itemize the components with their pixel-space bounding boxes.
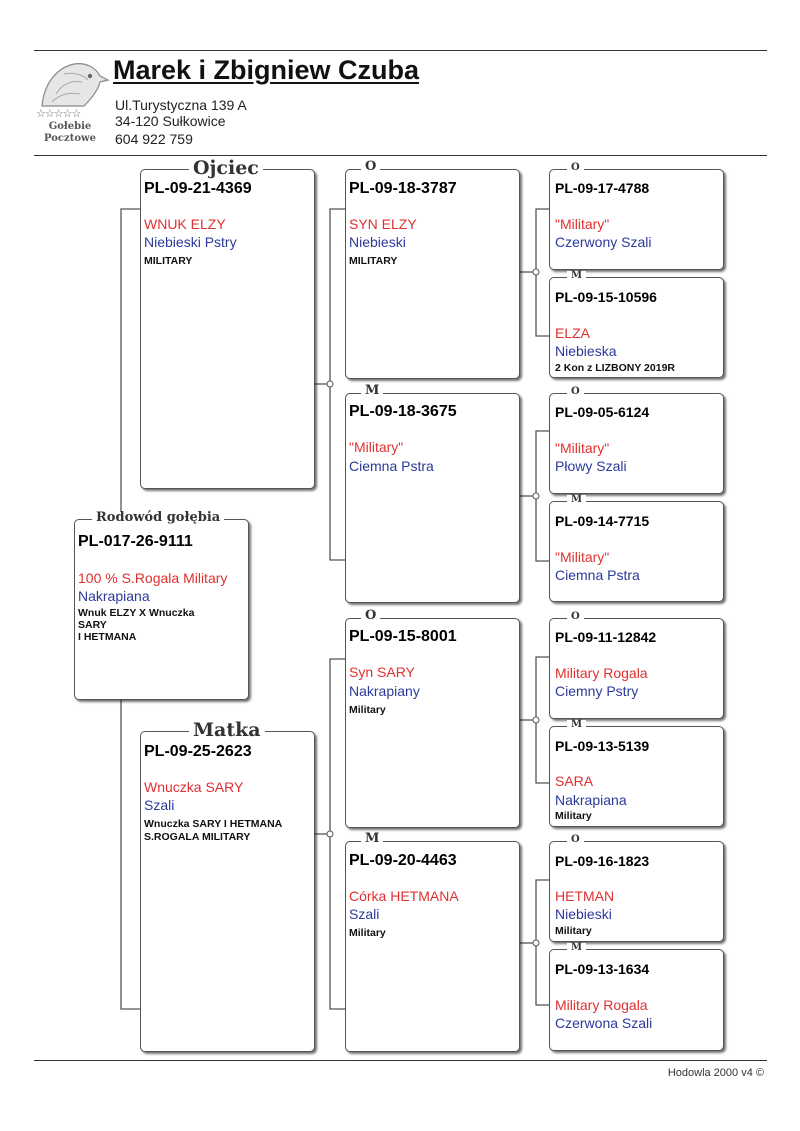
mm-name: Córka HETMANA xyxy=(349,888,459,904)
logo-stars: ☆☆☆☆☆ xyxy=(36,108,81,120)
mmm-label: M xyxy=(567,943,586,953)
owner-name: Marek i Zbigniew Czuba xyxy=(113,55,420,85)
mf-name: Syn SARY xyxy=(349,664,415,680)
mother-label: Matka xyxy=(189,721,265,740)
mmf-label: O xyxy=(567,835,584,845)
fm-label: M xyxy=(361,384,383,397)
mmf-note: Military xyxy=(555,925,592,937)
father-note: MILITARY xyxy=(144,255,193,267)
ff-color: Niebieski xyxy=(349,234,406,250)
fmm-color: Ciemna Pstra xyxy=(555,567,640,583)
father-color: Niebieski Pstry xyxy=(144,234,237,250)
mff-label: O xyxy=(567,612,584,622)
mf-card xyxy=(345,618,520,828)
pigeon-ring: PL-017-26-9111 xyxy=(78,533,193,550)
mff-color: Ciemny Pstry xyxy=(555,683,639,699)
mf-label: O xyxy=(361,609,380,622)
top-rule xyxy=(34,50,767,51)
ffm-label: M xyxy=(567,271,586,281)
ffm-note: 2 Kon z LIZBONY 2019R xyxy=(555,362,676,374)
ffm-ring: PL-09-15-10596 xyxy=(555,289,657,305)
fmf-name: "Military" xyxy=(555,440,610,456)
mm-ring: PL-09-20-4463 xyxy=(349,852,457,869)
mfm-label: M xyxy=(567,720,586,730)
mf-color: Nakrapiany xyxy=(349,683,420,699)
mmm-name: Military Rogala xyxy=(555,997,648,1013)
mother-name: Wnuczka SARY xyxy=(144,779,244,795)
father-label: Ojciec xyxy=(189,159,263,178)
pigeon-name: 100 % S.Rogala Military xyxy=(78,570,228,586)
pigeon-note-2: SARY xyxy=(78,619,107,631)
ff-ring: PL-09-18-3787 xyxy=(349,180,457,197)
fmf-color: Płowy Szali xyxy=(555,458,627,474)
ffm-color: Niebieska xyxy=(555,343,617,359)
mmf-name: HETMAN xyxy=(555,888,615,904)
fff-color: Czerwony Szali xyxy=(555,234,652,250)
header-rule xyxy=(34,155,767,156)
fff-name: "Military" xyxy=(555,216,610,232)
ff-card xyxy=(345,169,520,379)
fm-card xyxy=(345,393,520,603)
mfm-color: Nakrapiana xyxy=(555,792,627,808)
fmf-label: O xyxy=(567,387,584,397)
mm-note: Military xyxy=(349,927,386,939)
mfm-name: SARA xyxy=(555,773,594,789)
mother-ring: PL-09-25-2623 xyxy=(144,743,252,760)
phone-number: 604 922 759 xyxy=(115,131,193,147)
mm-color: Szali xyxy=(349,906,380,922)
mfm-ring: PL-09-13-5139 xyxy=(555,738,650,754)
pigeon-label: Rodowód gołębia xyxy=(92,511,224,524)
footer-rule xyxy=(34,1060,767,1061)
pigeon-head-icon xyxy=(34,54,114,114)
mother-color: Szali xyxy=(144,797,175,813)
mother-note-2: S.ROGALA MILITARY xyxy=(144,831,251,843)
logo-text-top: Gołebie xyxy=(48,121,92,132)
mf-note: Military xyxy=(349,704,386,716)
mmm-color: Czerwona Szali xyxy=(555,1015,653,1031)
pigeon-note-1: Wnuk ELZY X Wnuczka xyxy=(78,607,195,619)
father-name: WNUK ELZY xyxy=(144,216,226,232)
mother-note-1: Wnuczka SARY I HETMANA xyxy=(144,818,283,830)
ff-name: SYN ELZY xyxy=(349,216,417,232)
mfm-note: Military xyxy=(555,810,592,822)
pigeon-color: Nakrapiana xyxy=(78,588,150,604)
ff-note: MILITARY xyxy=(349,255,398,267)
mmf-color: Niebieski xyxy=(555,906,612,922)
fmm-name: "Military" xyxy=(555,549,610,565)
address-city: 34-120 Sułkowice xyxy=(115,113,226,129)
fm-color: Ciemna Pstra xyxy=(349,458,434,474)
fmm-label: M xyxy=(567,495,586,505)
ff-label: O xyxy=(361,160,380,173)
fm-name: "Military" xyxy=(349,439,404,455)
mf-ring: PL-09-15-8001 xyxy=(349,628,457,645)
fmf-ring: PL-09-05-6124 xyxy=(555,404,650,420)
mmm-ring: PL-09-13-1634 xyxy=(555,961,650,977)
address-street: Ul.Turystyczna 139 A xyxy=(115,97,247,113)
mff-ring: PL-09-11-12842 xyxy=(555,629,657,645)
logo-text-bottom: Pocztowe xyxy=(44,133,96,144)
ffm-name: ELZA xyxy=(555,325,591,341)
fmm-ring: PL-09-14-7715 xyxy=(555,513,650,529)
father-ring: PL-09-21-4369 xyxy=(144,180,252,197)
fm-ring: PL-09-18-3675 xyxy=(349,403,457,420)
fff-ring: PL-09-17-4788 xyxy=(555,180,650,196)
footer-credit: Hodowla 2000 v4 © xyxy=(667,1067,764,1079)
mm-label: M xyxy=(361,832,383,845)
mff-name: Military Rogala xyxy=(555,665,648,681)
fff-label: O xyxy=(567,163,584,173)
mmf-ring: PL-09-16-1823 xyxy=(555,853,650,869)
pigeon-note-3: I HETMANA xyxy=(78,631,137,643)
mm-card xyxy=(345,841,520,1052)
